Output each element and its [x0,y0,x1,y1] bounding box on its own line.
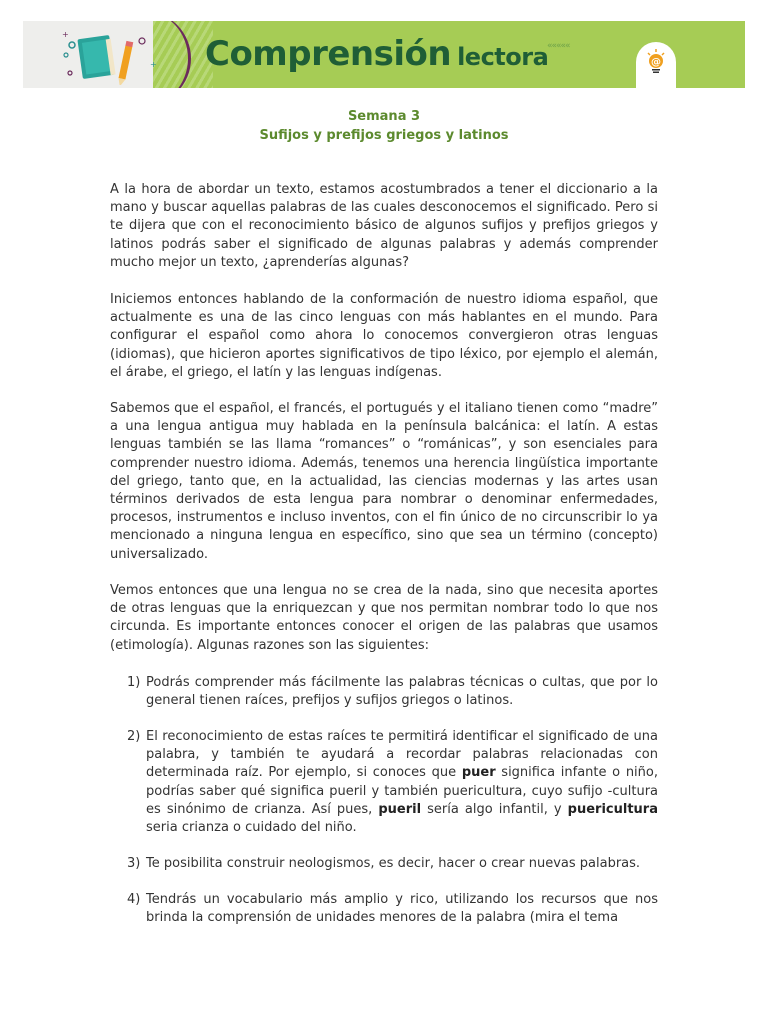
paragraph-2: Iniciemos entonces hablando de la conformación de nuestro idioma español, que actualmente es una de las cinco lenguas con más hablantes en el mundo. Para configurar el español como ahora lo conocemos convergieron otras lenguas (idiomas), que hicieron aportes significativos de tipo léxico, por ejemplo el alemán, el árabe, el griego, el latín y las lenguas indígenas. [110,292,658,380]
header-banner [23,21,745,88]
svg-text:+: + [62,30,69,39]
bold-term-pueril: pueril [378,801,422,817]
list-text: El reconocimiento de estas raíces te permitirá identificar el significado de una palabra, y también te ayudará a recordar palabras relacionadas con determinada raíz. Por ejemplo, si conoces que puer significa infante o niño, podrías saber qué significa pueril y también puericultura, cuyo sufijo -cultura es sinónimo de crianza. Así pues, pueril sería algo infantil, y puericultura seria crianza o cuidado del niño. [146,729,658,836]
book-pencil-icon [58,27,158,85]
banner-title-main: Comprensión [205,34,452,74]
banner-title-sub: lectora [457,43,549,71]
list-number: 3) [127,856,141,871]
list-text: Te posibilita construir neologismos, es decir, hacer o crear nuevas palabras. [146,856,641,871]
lightbulb-at-icon [646,49,666,73]
svg-text:+: + [150,60,157,69]
list-text: Tendrás un vocabulario más amplio y rico, utilizando los recursos que nos brinda la comprensión de unidades menores de la palabra (mira el tema [146,892,658,926]
list-number: 2) [127,729,141,744]
list-number: 4) [127,892,141,907]
paragraph-3: Sabemos que el español, el francés, el portugués y el italiano tienen como “madre” a una lengua antigua muy hablada en la península balcánica: el latín. A estas lenguas también se las llama “romances” o “románicas”, y son esenciales para comprender nuestro idioma. Además, tenemos una herencia lingüística importante del griego, tanto que, en la actualidad, las ciencias modernas y las artes usan términos derivados de esta lengua para nombrar o denominar enfermedades, procesos, instrumentos e incluso inventos, con el fin único de no circunscribir lo ya mencionado a ninguna lengua en específico, sino que sea un término (concepto) universalizado. [110,401,658,562]
list-text: Podrás comprender más fácilmente las palabras técnicas o cultas, que por lo general tienen raíces, prefijos y sufijos griegos o latinos. [146,675,658,709]
topic-heading: Sufijos y prefijos griegos y latinos [259,128,509,143]
list-number: 1) [127,675,141,690]
paragraph-1: A la hora de abordar un texto, estamos acostumbrados a tener el diccionario a la mano y buscar aquellas palabras de las cuales desconocemos el significado. Pero si te dijera que con el reconocimiento básico de algunos sufijos y prefijos griegos y latinos podrás saber el significado de algunas palabras y además comprender mucho mejor un texto, ¿aprenderías algunas? [110,182,658,270]
paragraph-4: Vemos entonces que una lengua no se crea de la nada, sino que necesita aportes de otras lenguas que la enriquezcan y que nos permitan nombrar todo lo que nos circunda. Es importante entonces conocer el origen de las palabras que usamos (etimología). Algunas razones son las siguientes: [110,583,658,653]
week-heading: Semana 3 [347,109,421,124]
banner-title [205,34,548,74]
bold-term-puericultura: puericultura [567,801,658,817]
bold-term-puer: puer [461,765,496,781]
svg-text:@: @ [651,57,661,68]
chevrons-decoration: ««««« [547,41,570,51]
